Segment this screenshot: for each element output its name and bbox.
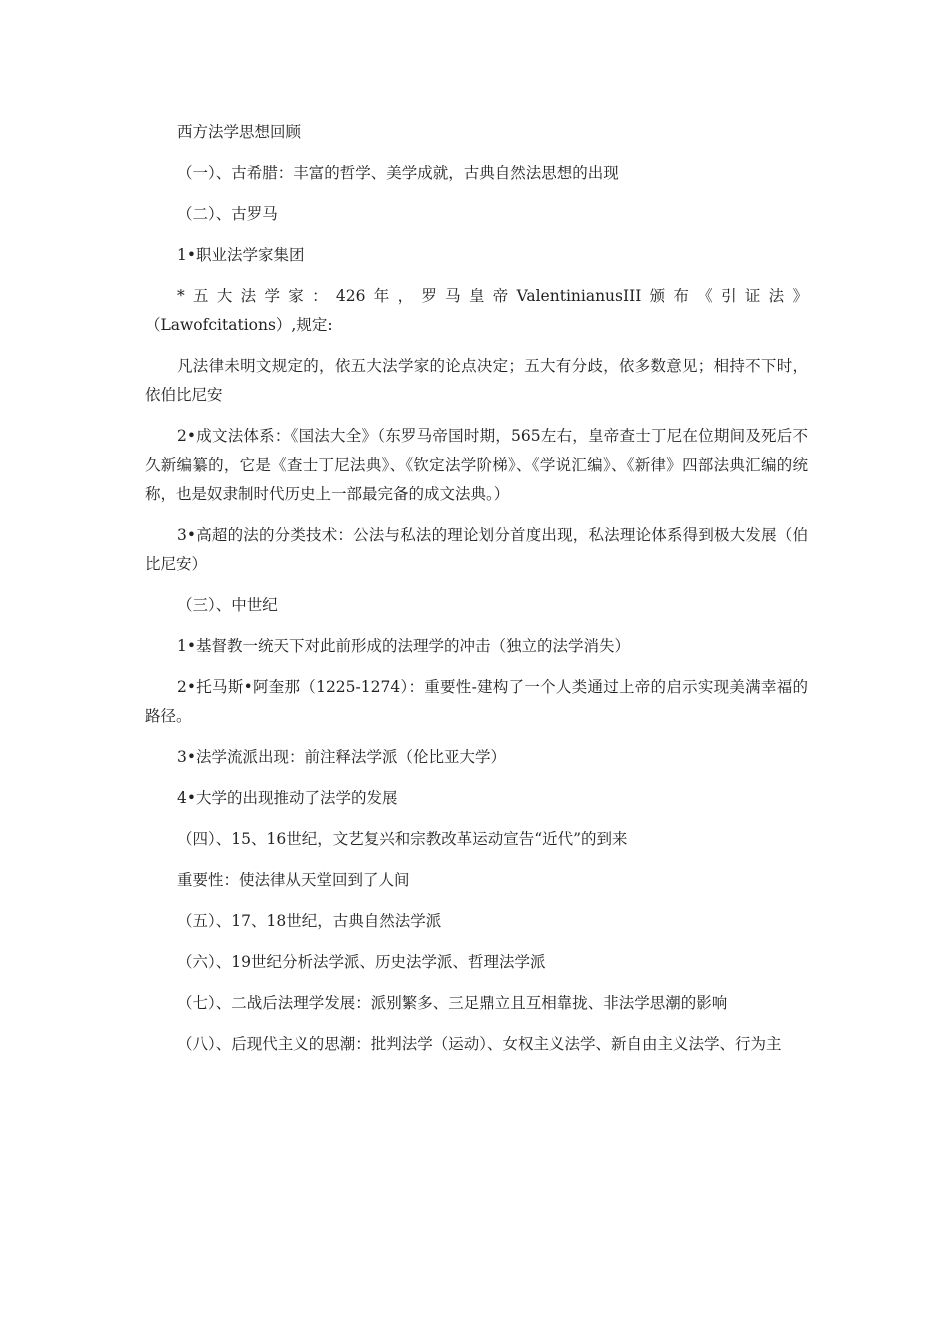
section-post-war: （七）、二战后法理学发展：派别繁多、三足鼎立且互相靠拢、非法学思潮的影响 bbox=[177, 994, 728, 1012]
citation-rule: 凡法律未明文规定的，依五大法学家的论点决定；五大有分歧，依多数意见；相持不下时，依伯比尼安 bbox=[145, 357, 808, 404]
section-ancient-rome: （二）、古罗马 bbox=[177, 205, 278, 223]
section-postmodern: （八）、后现代主义的思潮：批判法学（运动）、女权主义法学、新自由主义法学、行为主 bbox=[177, 1035, 782, 1053]
section-middle-ages: （三）、中世纪 bbox=[177, 596, 278, 614]
rome-item-3: 3•高超的法的分类技术：公法与私法的理论划分首度出现，私法理论体系得到极大发展（伯比尼安） bbox=[145, 526, 808, 573]
document-page bbox=[145, 118, 808, 1059]
section-ancient-greece: （一）、古希腊：丰富的哲学、美学成就，古典自然法思想的出现 bbox=[177, 164, 619, 182]
section-19-century: （六）、19世纪分析法学派、历史法学派、哲理法学派 bbox=[177, 953, 546, 971]
five-jurists-line-2: （Lawofcitations）,规定: bbox=[145, 316, 333, 334]
middle-ages-item-4: 4•大学的出现推动了法学的发展 bbox=[177, 789, 398, 807]
renaissance-significance: 重要性：使法律从天堂回到了人间 bbox=[177, 871, 410, 889]
section-17-18-century: （五）、17、18世纪，古典自然法学派 bbox=[177, 912, 442, 930]
middle-ages-item-2: 2•托马斯•阿奎那（1225-1274）：重要性-建构了一个人类通过上帝的启示实现美满幸福的路径。 bbox=[145, 678, 808, 725]
document-title: 西方法学思想回顾 bbox=[177, 123, 302, 141]
middle-ages-item-1: 1•基督教一统天下对此前形成的法理学的冲击（独立的法学消失） bbox=[177, 637, 631, 655]
rome-item-1: 1•职业法学家集团 bbox=[177, 246, 305, 264]
five-jurists-line-1: *五大法学家：426年，罗马皇帝ValentinianusIII颁布《引证法》 bbox=[177, 287, 808, 305]
rome-item-2: 2•成文法体系：《国法大全》（东罗马帝国时期，565左右，皇帝查士丁尼在位期间及死后不久新编纂的，它是《查士丁尼法典》、《钦定法学阶梯》、《学说汇编》、《新律》四部法典汇编的统称，也是奴隶制时代历史上一部最完备的成文法典。） bbox=[145, 427, 808, 503]
section-15-16-century: （四）、15、16世纪，文艺复兴和宗教改革运动宣告“近代”的到来 bbox=[177, 830, 628, 848]
middle-ages-item-3: 3•法学流派出现：前注释法学派（伦比亚大学） bbox=[177, 748, 507, 766]
